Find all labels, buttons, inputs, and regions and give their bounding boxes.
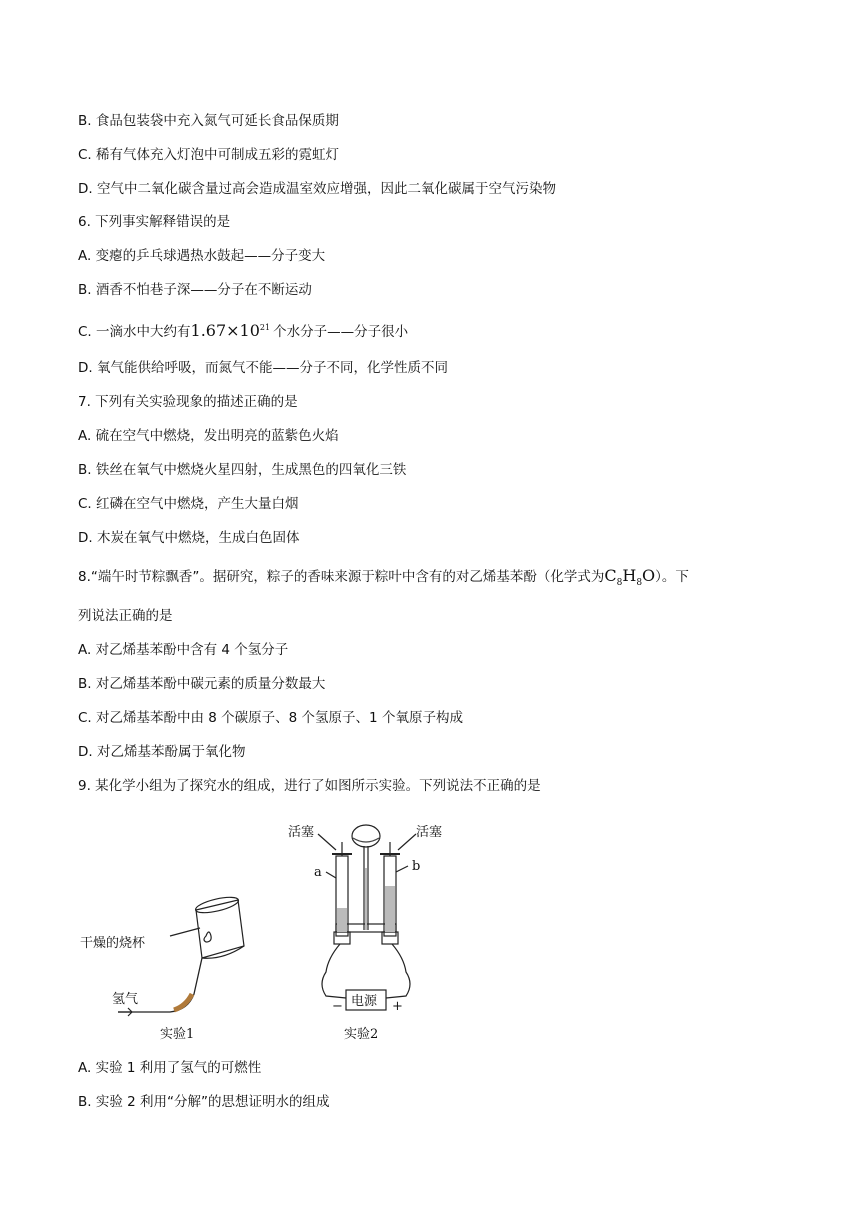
beaker-label: 干燥的烧杯 <box>80 936 146 951</box>
q9-option-a: A. 实验 1 利用了氢气的可燃性 <box>78 1060 262 1076</box>
negative-terminal: − <box>332 999 343 1014</box>
reservoir-bulb <box>352 825 380 847</box>
q7-stem: 7. 下列有关实验现象的描述正确的是 <box>78 394 298 410</box>
right-wire <box>386 944 410 998</box>
q6-option-c <box>78 318 408 342</box>
q6-option-a: A. 变瘪的乒乓球遇热水鼓起——分子变大 <box>78 248 326 264</box>
q8-option-a: A. 对乙烯基苯酚中含有 4 个氢分子 <box>78 642 289 658</box>
q6c-exponent: 21 <box>259 323 271 332</box>
q9-option-b: B. 实验 2 利用“分解”的思想证明水的组成 <box>78 1094 330 1110</box>
gas-arrow <box>118 1008 132 1016</box>
q7-option-a: A. 硫在空气中燃烧，发出明亮的蓝紫色火焰 <box>78 428 339 444</box>
q8-stem <box>78 566 689 593</box>
q7-option-d: D. 木炭在氧气中燃烧，生成白色固体 <box>78 530 300 546</box>
electrolyte-water <box>337 868 395 932</box>
q7-option-b: B. 铁丝在氧气中燃烧火星四射，生成黑色的四氧化三铁 <box>78 462 407 478</box>
q6-option-b: B. 酒香不怕巷子深——分子在不断运动 <box>78 282 312 298</box>
beaker-outline <box>196 900 244 958</box>
q5-option-b: B. 食品包装袋中充入氮气可延长食品保质期 <box>78 113 339 129</box>
experiment-figure <box>78 808 478 1048</box>
formula-c: C <box>604 566 617 585</box>
formula-o: O <box>642 566 656 585</box>
q6c-suffix: 个水分子——分子很小 <box>273 324 409 340</box>
experiment2-caption: 实验2 <box>344 1027 379 1042</box>
experiment1-caption: 实验1 <box>160 1027 195 1042</box>
q8-option-d: D. 对乙烯基苯酚属于氧化物 <box>78 744 246 760</box>
tube-a-label: a <box>314 865 322 880</box>
q7-option-c: C. 红磷在空气中燃烧，产生大量白烟 <box>78 496 299 512</box>
reservoir-water <box>353 838 379 842</box>
right-valve-label: 活塞 <box>416 825 443 840</box>
q5-option-d: D. 空气中二氧化碳含量过高会造成温室效应增强，因此二氧化碳属于空气污染物 <box>78 181 556 197</box>
q6c-number: 1.67×10 <box>190 321 260 340</box>
tube-b-label: b <box>412 859 421 874</box>
left-wire <box>322 944 346 998</box>
formula-h-sub: 8 <box>636 578 643 588</box>
q8-prefix: 8.“端午时节粽飘香”。据研究，粽子的香味来源于粽叶中含有的对乙烯基苯酚（化学式为 <box>78 569 605 585</box>
formula-c-sub: 8 <box>616 578 623 588</box>
q8-option-b: B. 对乙烯基苯酚中碳元素的质量分数最大 <box>78 676 326 692</box>
formula-h: H <box>622 566 637 585</box>
rubber-hose <box>174 994 192 1010</box>
q8-stem-line2: 列说法正确的是 <box>78 608 173 624</box>
q6-stem: 6. 下列事实解释错误的是 <box>78 214 231 230</box>
q8-option-c: C. 对乙烯基苯酚中由 8 个碳原子、8 个氢原子、1 个氧原子构成 <box>78 710 463 726</box>
q6c-prefix: C. 一滴水中大约有 <box>78 324 191 340</box>
q9-stem: 9. 某化学小组为了探究水的组成，进行了如图所示实验。下列说法不正确的是 <box>78 778 541 794</box>
q6-option-d: D. 氧气能供给呼吸，而氮气不能——分子不同，化学性质不同 <box>78 360 448 376</box>
left-valve-label: 活塞 <box>288 825 315 840</box>
beaker-label-leader <box>170 928 200 936</box>
q5-option-c: C. 稀有气体充入灯泡中可制成五彩的霓虹灯 <box>78 147 340 163</box>
positive-terminal: + <box>392 999 403 1014</box>
hydrogen-label: 氢气 <box>112 992 139 1007</box>
q8-suffix: ）。下 <box>655 569 689 585</box>
power-supply-label: 电源 <box>351 994 378 1009</box>
flame-icon <box>204 932 211 942</box>
